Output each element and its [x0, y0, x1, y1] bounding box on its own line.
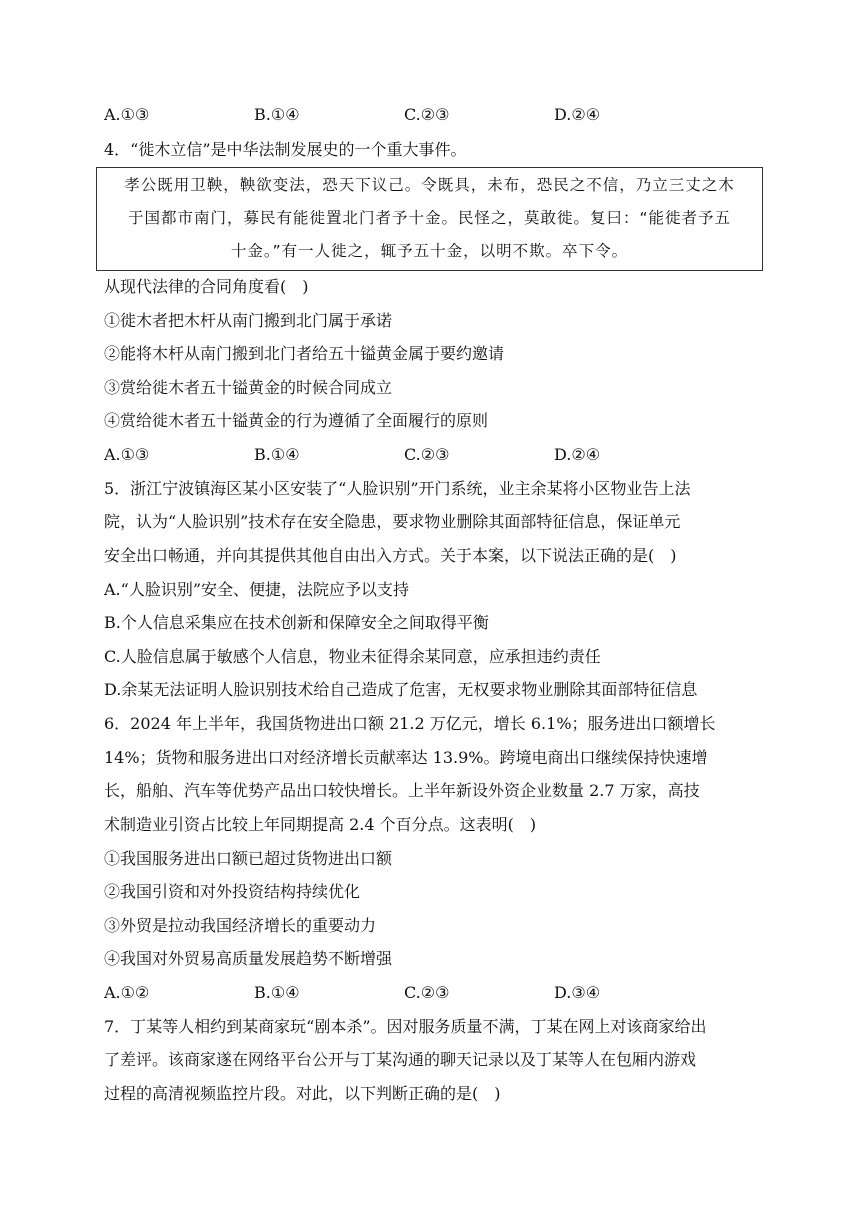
q7-stem-line: 7．丁某等人相约到某商家玩“剧本杀”。因对服务质量不满，丁某在网上对该商家给出 — [104, 1017, 707, 1036]
q4-statement: ③赏给徙木者五十镒黄金的时候合同成立 — [104, 378, 393, 397]
q5-choice-c: C.人脸信息属于敏感个人信息，物业未征得余某同意，应承担违约责任 — [104, 647, 601, 666]
q6-statement: ③外贸是拉动我国经济增长的重要动力 — [104, 916, 377, 935]
q5-stem-line: 安全出口畅通，并向其提供其他自由出入方式。关于本案，以下说法正确的是( ) — [104, 546, 677, 565]
q7-stem-line: 了差评。该商家遂在网络平台公开与丁某沟通的聊天记录以及丁某等人在包厢内游戏 — [104, 1050, 697, 1069]
q6-option-c: C.②③ — [404, 983, 450, 1002]
q4-question: 从现代法律的合同角度看( ) — [104, 277, 309, 296]
q5-choice-b: B.个人信息采集应在技术创新和保障安全之间取得平衡 — [104, 613, 489, 632]
q6-statement: ②我国引资和对外投资结构持续优化 — [104, 882, 361, 901]
q4-quote-line: 于国都市南门，募民有能徙置北门者予十金。民怪之，莫敢徙。复曰：“能徙者予五 — [127, 209, 732, 227]
q6-stem-line: 长，船舶、汽车等优势产品出口较快增长。上半年新设外资企业数量 2.7 万家，高技 — [104, 781, 700, 800]
q6-stem-line: 6．2024 年上半年，我国货物进出口额 21.2 万亿元，增长 6.1%；服务进出口额增长 — [104, 714, 716, 733]
q4-option-c: C.②③ — [404, 445, 450, 464]
q4-statement: ①徙木者把木杆从南门搬到北门属于承诺 — [104, 311, 393, 330]
q5-choice-d: D.余某无法证明人脸识别技术给自己造成了危害，无权要求物业删除其面部特征信息 — [104, 680, 698, 699]
q4-quote-line: 孝公既用卫鞅，鞅欲变法，恐天下议己。令既具，未布，恐民之不信，乃立三丈之木 — [124, 176, 735, 194]
q6-option-b: B.①④ — [254, 983, 300, 1002]
q4-quote-box — [96, 167, 763, 271]
q6-statement: ④我国对外贸易高质量发展趋势不断增强 — [104, 949, 393, 968]
q6-stem-line: 14%；货物和服务进出口对经济增长贡献率达 13.9%。跨境电商出口继续保持快速增 — [104, 748, 708, 767]
q4-quote-line: 十金。”有一人徙之，辄予五十金，以明不欺。卒下令。 — [230, 242, 629, 260]
q4-stem: 4．“徙木立信”是中华法制发展史的一个重大事件。 — [104, 140, 467, 159]
q5-stem-line: 5．浙江宁波镇海区某小区安装了“人脸识别”开门系统，业主余某将小区物业告上法 — [104, 479, 691, 498]
q5-stem-line: 院，认为“人脸识别”技术存在安全隐患，要求物业删除其面部特征信息，保证单元 — [104, 512, 681, 531]
q3-option-c: C.②③ — [404, 105, 450, 124]
q4-option-a: A.①③ — [104, 445, 150, 464]
q3-option-a: A.①③ — [104, 105, 150, 124]
q4-option-d: D.②④ — [554, 445, 601, 464]
q4-statement: ④赏给徙木者五十镒黄金的行为遵循了全面履行的原则 — [104, 411, 489, 430]
q4-option-b: B.①④ — [254, 445, 300, 464]
q7-stem-line: 过程的高清视频监控片段。对此，以下判断正确的是( ) — [104, 1084, 501, 1103]
q6-option-d: D.③④ — [554, 983, 601, 1002]
q5-choice-a: A.“人脸识别”安全、便捷，法院应予以支持 — [104, 580, 410, 599]
q6-stem-line: 术制造业引资占比较上年同期提高 2.4 个百分点。这表明( ) — [104, 815, 537, 834]
q4-statement: ②能将木杆从南门搬到北门者给五十镒黄金属于要约邀请 — [104, 344, 505, 363]
q3-option-b: B.①④ — [254, 105, 300, 124]
q3-option-d: D.②④ — [554, 105, 601, 124]
q6-statement: ①我国服务进出口额已超过货物进出口额 — [104, 849, 393, 868]
q6-option-a: A.①② — [104, 983, 150, 1002]
